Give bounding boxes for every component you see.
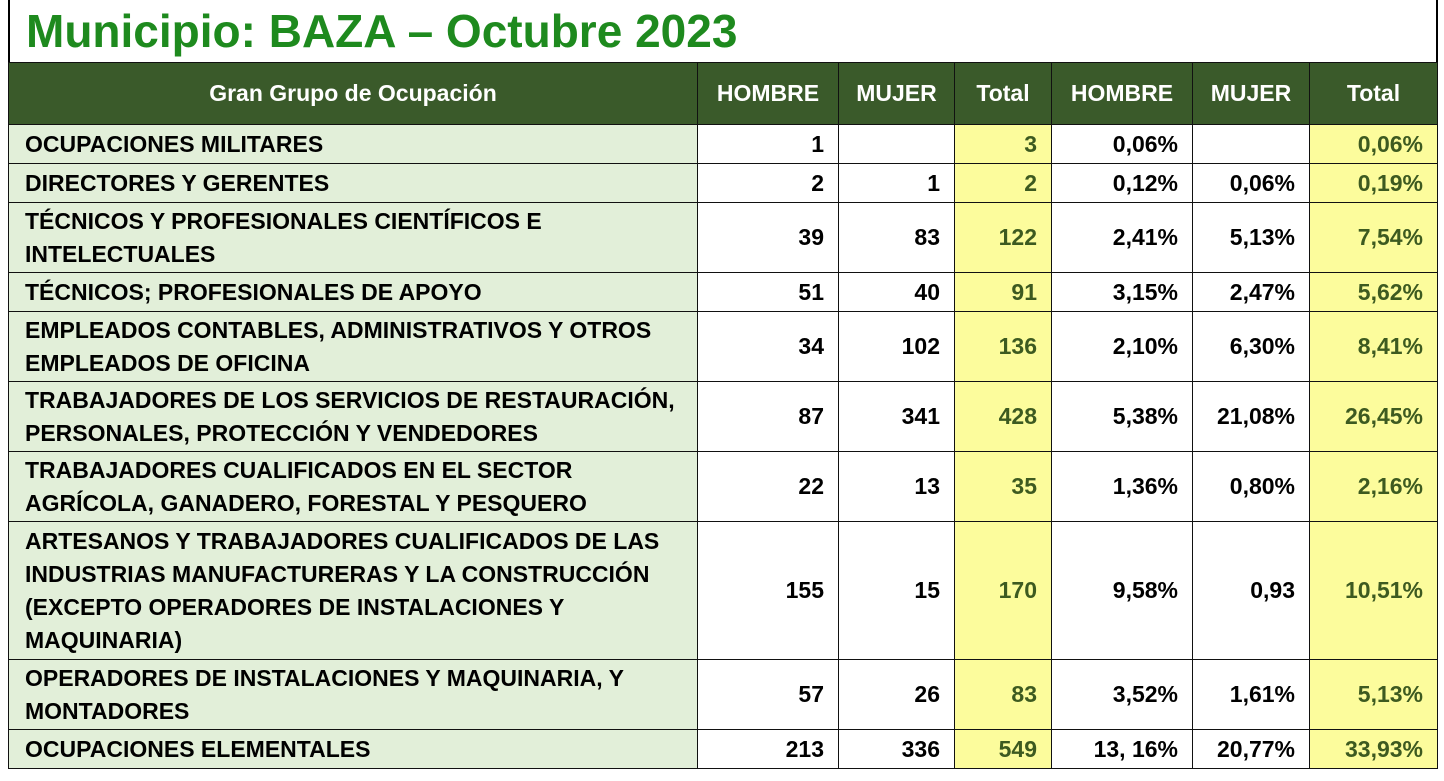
table-row — [9, 273, 1438, 312]
cell-hombre: 57 — [698, 660, 839, 730]
cell-pct-total: 7,54% — [1310, 203, 1438, 273]
cell-pct-hombre: 5,38% — [1052, 382, 1193, 452]
cell-pct-total: 26,45% — [1310, 382, 1438, 452]
cell-pct-mujer: 2,47% — [1193, 273, 1310, 312]
cell-pct-mujer: 21,08% — [1193, 382, 1310, 452]
cell-pct-hombre: 3,15% — [1052, 273, 1193, 312]
cell-mujer: 341 — [839, 382, 955, 452]
cell-total: 83 — [955, 660, 1052, 730]
row-label: TRABAJADORES DE LOS SERVICIOS DE RESTAURACIÓN, PERSONALES, PROTECCIÓN Y VENDEDORES — [9, 382, 698, 452]
cell-pct-mujer: 20,77% — [1193, 730, 1310, 769]
cell-total: 136 — [955, 312, 1052, 382]
header-pct-total: Total — [1310, 63, 1438, 125]
cell-pct-total: 2,16% — [1310, 452, 1438, 522]
cell-hombre: 51 — [698, 273, 839, 312]
cell-pct-total: 8,41% — [1310, 312, 1438, 382]
cell-pct-mujer: 0,93 — [1193, 522, 1310, 660]
occupation-table — [8, 62, 1438, 769]
table-row — [9, 164, 1438, 203]
cell-total: 122 — [955, 203, 1052, 273]
table-row — [9, 312, 1438, 382]
table-row — [9, 382, 1438, 452]
cell-hombre: 22 — [698, 452, 839, 522]
cell-total: 549 — [955, 730, 1052, 769]
header-mujer: MUJER — [839, 63, 955, 125]
frame-left-line — [8, 0, 10, 64]
cell-pct-mujer: 0,80% — [1193, 452, 1310, 522]
cell-pct-hombre: 2,41% — [1052, 203, 1193, 273]
cell-mujer: 26 — [839, 660, 955, 730]
header-gran-grupo: Gran Grupo de Ocupación — [9, 63, 698, 125]
cell-mujer: 40 — [839, 273, 955, 312]
frame-right-line — [1436, 0, 1438, 64]
cell-total: 35 — [955, 452, 1052, 522]
header-row — [9, 63, 1438, 125]
cell-pct-hombre: 3,52% — [1052, 660, 1193, 730]
cell-pct-mujer: 0,06% — [1193, 164, 1310, 203]
cell-pct-hombre: 9,58% — [1052, 522, 1193, 660]
cell-total: 428 — [955, 382, 1052, 452]
cell-hombre: 87 — [698, 382, 839, 452]
cell-hombre: 39 — [698, 203, 839, 273]
cell-hombre: 155 — [698, 522, 839, 660]
row-label: DIRECTORES Y GERENTES — [9, 164, 698, 203]
cell-pct-total: 5,62% — [1310, 273, 1438, 312]
table-row — [9, 203, 1438, 273]
table-row — [9, 730, 1438, 769]
cell-mujer — [839, 125, 955, 164]
cell-hombre: 34 — [698, 312, 839, 382]
table-row — [9, 452, 1438, 522]
cell-pct-mujer: 6,30% — [1193, 312, 1310, 382]
table-row — [9, 660, 1438, 730]
cell-pct-mujer: 5,13% — [1193, 203, 1310, 273]
cell-mujer: 102 — [839, 312, 955, 382]
row-label: ARTESANOS Y TRABAJADORES CUALIFICADOS DE LAS INDUSTRIAS MANUFACTURERAS Y LA CONSTRUCCIÓN (EXCEPTO OPERADORES DE INSTALACIONES Y MAQUINARIA) — [9, 522, 698, 660]
cell-total: 91 — [955, 273, 1052, 312]
header-hombre: HOMBRE — [698, 63, 839, 125]
cell-hombre: 1 — [698, 125, 839, 164]
header-total: Total — [955, 63, 1052, 125]
row-label: TÉCNICOS Y PROFESIONALES CIENTÍFICOS E INTELECTUALES — [9, 203, 698, 273]
row-label: EMPLEADOS CONTABLES, ADMINISTRATIVOS Y OTROS EMPLEADOS DE OFICINA — [9, 312, 698, 382]
cell-pct-hombre: 1,36% — [1052, 452, 1193, 522]
row-label: TRABAJADORES CUALIFICADOS EN EL SECTOR AGRÍCOLA, GANADERO, FORESTAL Y PESQUERO — [9, 452, 698, 522]
cell-pct-total: 10,51% — [1310, 522, 1438, 660]
header-pct-hombre: HOMBRE — [1052, 63, 1193, 125]
cell-mujer: 83 — [839, 203, 955, 273]
cell-total: 3 — [955, 125, 1052, 164]
cell-pct-hombre: 2,10% — [1052, 312, 1193, 382]
row-label: TÉCNICOS; PROFESIONALES DE APOYO — [9, 273, 698, 312]
table-row — [9, 522, 1438, 660]
cell-pct-hombre: 13, 16% — [1052, 730, 1193, 769]
page-title: Municipio: BAZA – Octubre 2023 — [26, 5, 738, 57]
cell-hombre: 2 — [698, 164, 839, 203]
row-label: OCUPACIONES ELEMENTALES — [9, 730, 698, 769]
cell-pct-hombre: 0,12% — [1052, 164, 1193, 203]
cell-mujer: 1 — [839, 164, 955, 203]
header-pct-mujer: MUJER — [1193, 63, 1310, 125]
cell-hombre: 213 — [698, 730, 839, 769]
row-label: OCUPACIONES MILITARES — [9, 125, 698, 164]
cell-pct-total: 33,93% — [1310, 730, 1438, 769]
cell-pct-mujer — [1193, 125, 1310, 164]
cell-pct-total: 0,19% — [1310, 164, 1438, 203]
row-label: OPERADORES DE INSTALACIONES Y MAQUINARIA, Y MONTADORES — [9, 660, 698, 730]
cell-mujer: 336 — [839, 730, 955, 769]
cell-mujer: 15 — [839, 522, 955, 660]
cell-pct-mujer: 1,61% — [1193, 660, 1310, 730]
cell-total: 170 — [955, 522, 1052, 660]
cell-mujer: 13 — [839, 452, 955, 522]
table-row — [9, 125, 1438, 164]
cell-pct-total: 5,13% — [1310, 660, 1438, 730]
cell-pct-hombre: 0,06% — [1052, 125, 1193, 164]
cell-pct-total: 0,06% — [1310, 125, 1438, 164]
cell-total: 2 — [955, 164, 1052, 203]
